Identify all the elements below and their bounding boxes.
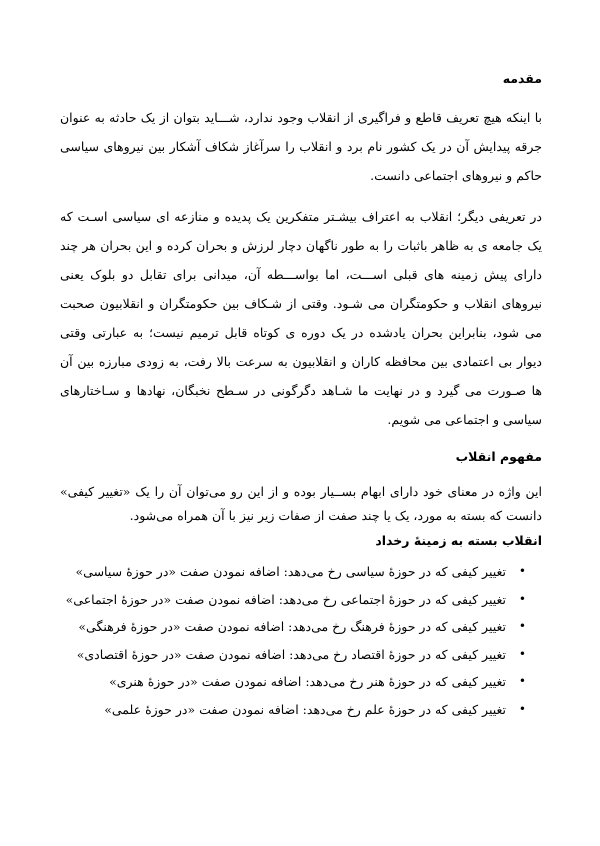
intro-paragraph-1: با اینکه هیچ تعریف قاطع و فراگیری از انقلاب وجود ندارد، شـــاید بتوان از یک حادثه به عنوان جرقه پیدایش آن در یک کشور نام برد و انقلاب را سرآغاز شکاف آشکار بین نیروهای سیاسی حاکم و نیروهای اجتماعی دانست. <box>60 110 542 183</box>
list-item <box>60 641 526 669</box>
document-page <box>60 68 542 723</box>
heading-revolution-concept: مفهوم انقلاب <box>455 449 542 464</box>
bullet-icon: • <box>518 591 526 606</box>
concept-paragraph: این واژه در معنای خود دارای ابهام بســیار بوده و از این رو می‌توان آن را یک «تغییر کیفی» دانست که بسته به مورد، یک یا چند صفت از صفات زیر نیز با آن همراه می‌شود. <box>60 484 542 523</box>
bullet-icon: • <box>518 646 526 661</box>
list-item <box>60 586 526 614</box>
heading-introduction: مقدمه <box>502 71 542 86</box>
bullet-icon: • <box>518 701 526 716</box>
list-item <box>60 558 526 586</box>
list-item-text: تغییر کیفی که در حوزهٔ هنر رخ می‌دهد: اضافه نمودن صفت «در حوزهٔ هنری» <box>109 674 506 689</box>
list-item <box>60 613 526 641</box>
list-item-text: تغییر کیفی که در حوزهٔ اقتصاد رخ می‌دهد: اضافه نمودن صفت «در حوزهٔ اقتصادی» <box>76 646 506 662</box>
bullet-icon: • <box>518 564 526 578</box>
bullet-icon: • <box>518 674 526 688</box>
list-item <box>60 668 526 696</box>
context-bullet-list <box>60 558 542 723</box>
list-item-text: تغییر کیفی که در حوزهٔ علم رخ می‌دهد: اضافه نمودن صفت «در حوزهٔ علمی» <box>104 701 506 717</box>
list-item-text: تغییر کیفی که در حوزهٔ اجتماعی رخ می‌دهد: اضافه نمودن صفت «در حوزهٔ اجتماعی» <box>65 591 506 607</box>
bullet-icon: • <box>518 619 526 633</box>
list-item <box>60 696 526 724</box>
list-item-text: تغییر کیفی که در حوزهٔ سیاسی رخ می‌دهد: اضافه نمودن صفت «در حوزهٔ سیاسی» <box>75 564 506 579</box>
intro-paragraph-2: در تعریفی دیگر؛ انقلاب به اعتراف بیشـتر متفکرین یک پدیده و منازعه ای سیاسی اسـت که یک جامعه ی به ظاهر باثبات را به طور ناگهان دچار لرزش و بحران کرده و این بحران هر چند دارای پیش زمینه های قبلی اســـت، اما بواســـطه آن، میدانی برای تقابل دو بلوک یعنی نیروهای انقلاب و حکومتگران می شـود. وقتی از شـکاف بین حکومتگران و انقلابیون صحبت می شود، بنابراین بحران یادشده در یک دوره ی کوتاه قابل ترمیم نیست؛ به عبارتی وقتی دیوار بی اعتمادی بین محافظه کاران و انقلابیون به سرعت بالا رفت، به زودی مبارزه بین آن ها صـورت می گیرد و در نهایت ما شـاهد دگرگونی در سـطح نخبگان، نهادها و سـاختارهای سیاسی و اجتماعی می شویم. <box>60 209 542 427</box>
list-item-text: تغییر کیفی که در حوزهٔ فرهنگ رخ می‌دهد: اضافه نمودن صفت «در حوزهٔ فرهنگی» <box>78 619 506 634</box>
heading-revolution-by-context: انقلاب بسته به زمینهٔ رخداد <box>375 533 542 548</box>
